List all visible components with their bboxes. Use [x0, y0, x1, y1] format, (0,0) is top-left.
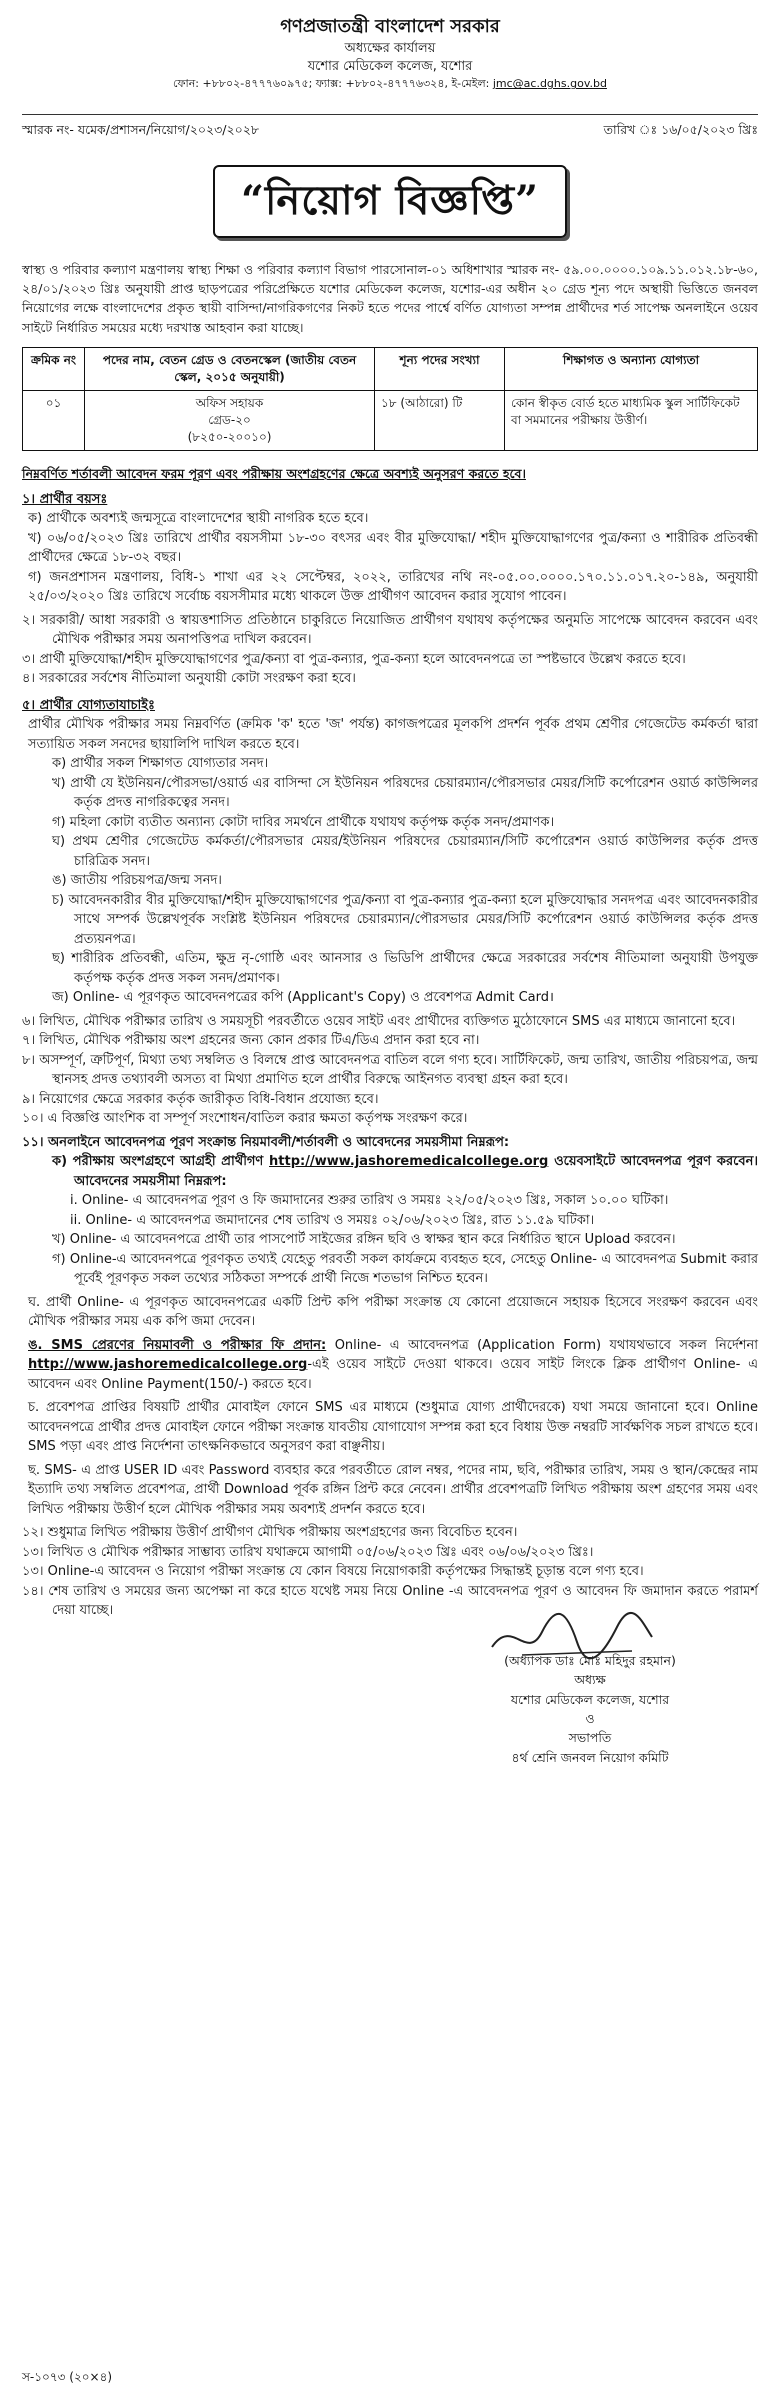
eligibility-item: চ) আবেদনকারীর বীর মুক্তিযোদ্ধা/শহীদ মুক্তিযোদ্ধাগণের পুত্র/কন্যা বা পুত্র-কন্যার পুত্র-কন্যা হলে মুক্তিযোদ্ধার সনদপত্র এবং আবেদনকারীর সাথে সম্পর্ক উল্লেখপূর্বক সংশ্লিষ্ট ইউনিয়ন পরিষদের চেয়ারম্যান/পৌরসভার মেয়র/সিটি কর্পোরেশন ওয়ার্ড কাউন্সিলর কর্তৃক প্রদত্ত প্রত্যয়নপত্র।	[52, 892, 758, 947]
deadline-start: i. Online- এ আবেদনপত্র পূরণ ও ফি জমাদানের শুরুর তারিখ ও সময়ঃ ২২/০৫/২০২৩ খ্রিঃ, সকাল ১০.০০ ঘটিকা।	[70, 1193, 669, 1209]
website-link-2[interactable]: http://www.jashoremedicalcollege.org	[28, 1357, 308, 1373]
list-item: ৮। অসম্পূর্ণ, ত্রুটিপূর্ণ, মিথ্যা তথ্য সম্বলিত ও বিলম্বে প্রাপ্ত আবেদনপত্র বাতিল বলে গণ্য হবে। সার্টিফিকেট, জন্ম তারিখ, জাতীয় পরিচয়পত্র, জন্ম স্থানসহ প্রদত্ত তথ্যাবলী অসত্য বা মিথ্যা প্রমাণিত হলে প্রার্থীর বিরুদ্ধে আইনগত ব্যবস্থা গ্রহন করা হবে।	[22, 1052, 758, 1088]
eligibility-item: জ) Online- এ পূরণকৃত আবেদনপত্রের কপি (Applicant's Copy) ও প্রবেশপত্র Admit Card।	[52, 990, 554, 1006]
section-eligibility	[22, 697, 758, 1008]
list-item: ৪। সরকারের সর্বশেষ নীতিমালা অনুযায়ী কোটা সংরক্ষণ করা হবে।	[22, 671, 356, 687]
online-rule-cha: চ. প্রবেশপত্র প্রাপ্তির বিষয়টি প্রার্থীর মোবাইল ফোনে SMS এর মাধ্যমে (শুধুমাত্র যোগ্য প্রার্থীদেরকে) যথা সময়ে জানানো হবে। Online আবেদনপত্রে প্রার্থীর প্রদত্ত মোবাইল ফোনে পরীক্ষা সংক্রান্ত যাবতীয় যোগাযোগ সম্পন্ন করা হবে বিধায় উক্ত নম্বরটি সার্বক্ষণিক সচল রাখতে হবে। SMS পড়া এবং প্রাপ্ত নির্দেশনা তাৎক্ষনিকভাবে অনুসরণ করা বাঞ্ছনীয়।	[28, 1400, 758, 1455]
list-item: ১২। শুধুমাত্র লিখিত পরীক্ষায় উত্তীর্ণ প্রার্থীগণ মৌখিক পরীক্ষায় অংশগ্রহণের জন্য বিবেচিত হবেন।	[22, 1525, 518, 1541]
online-rule-gha: ঘ. প্রার্থী Online- এ পূরণকৃত আবেদনপত্রের একটি প্রিন্ট কপি পরীক্ষা সংক্রান্ত যে কোনো প্রয়োজনে সহায়ক হিসেবে সংরক্ষণ করবেন এবং মৌখিক পরীক্ষার সময় এক কপি জমা দেবেন।	[28, 1294, 758, 1330]
online-rule-kha: খ) Online- এ আবেদনপত্রে প্রার্থী তার পাসপোর্ট সাইজের রঙ্গিন ছবি ও স্বাক্ষর স্থান করে নির্ধারিত স্থানে Upload করবেন।	[52, 1232, 676, 1248]
post-scale: (৮২৫০-২০০১০)	[187, 430, 272, 445]
section-age-heading: ১। প্রার্থীর বয়সঃ	[22, 492, 108, 508]
government-name: গণপ্রজাতন্ত্রী বাংলাদেশ সরকার	[280, 16, 500, 37]
list-item: ৩। প্রার্থী মুক্তিযোদ্ধা/শহীদ মুক্তিযোদ্ধাগণের পুত্র/কন্যা বা পুত্র-কন্যার, পুত্র-কন্যা হলে আবেদনপত্রে তা স্পষ্টভাবে উল্লেখ করতে হবে।	[22, 651, 686, 667]
list-item: ১০। এ বিজ্ঞপ্তি আংশিক বা সম্পূর্ণ সংশোধন/বাতিল করার ক্ষমতা কর্তৃপক্ষ সংরক্ষণ করে।	[22, 1111, 468, 1127]
college-name: যশোর মেডিকেল কলেজ, যশোর	[307, 59, 473, 74]
list-item: ১৩। লিখিত ও মৌখিক পরীক্ষার সাম্ভাব্য তারিখ যথাক্রমে আগামী ০৫/০৬/২০২৩ খ্রিঃ এবং ০৬/০৬/২০২৩ খ্রিঃ।	[22, 1544, 594, 1560]
age-item-ka: ক) প্রার্থীকে অবশ্যই জন্মসূত্রে বাংলাদেশের স্থায়ী নাগরিক হতে হবে।	[28, 511, 369, 527]
sms-fee-heading: ঙ. SMS প্রেরণের নিয়মাবলী ও পরীক্ষার ফি প্রদান:	[28, 1337, 327, 1353]
deadline-end: ii. Online- এ আবেদনপত্র জমাদানের শেষ তারিখ ও সময়ঃ ০২/০৬/২০২৩ খ্রিঃ, রাত ১১.৫৯ ঘটিকা।	[70, 1212, 595, 1228]
sms-fee-text-1: Online- এ আবেদনপত্র (Application Form) যথাযথভাবে সকল নির্দেশনা	[326, 1337, 758, 1353]
col-post: পদের নাম, বেতন গ্রেড ও বেতনস্কেল (জাতীয় বেতন স্কেল, ২০১৫ অনুযায়ী)	[85, 348, 375, 391]
sms-fee-text-2: -এই ওয়েব সাইটে দেওয়া থাকবে। ওয়েব সাইট লিংকে ক্লিক প্রার্থীগণ Online- এ আবেদন এবং Online Payment(150/-) করতে হবে।	[28, 1357, 758, 1392]
list-item: ২। সরকারী/ আধা সরকারী ও স্বায়ত্তশাসিত প্রতিষ্ঠানে চাকুরিতে নিয়োজিত প্রার্থীগণ যথাযথ কর্তৃপক্ষের অনুমতি সাপেক্ষে আবেদন করবেন এবং মৌখিক পরীক্ষার সময় অনাপত্তিপত্র দাখিল করবেন।	[22, 612, 758, 648]
signature-block	[422, 1651, 758, 1767]
eligibility-item: ঘ) প্রথম শ্রেণীর গেজেটেড কর্মকর্তা/পৌরসভার মেয়র/ইউনিয়ন পরিষদের চেয়ারম্যান/সিটি কর্পোরেশন ওয়ার্ড কাউন্সিলর কর্তৃক প্রদত্ত চারিত্রিক সনদ।	[52, 834, 758, 869]
vacancy-table	[22, 347, 758, 451]
memo-row	[22, 114, 758, 139]
list-item: ৯। নিয়োগের ক্ষেত্রে সরকার কর্তৃক জারীকৃত বিধি-বিধান প্রযোজ্য হবে।	[22, 1091, 379, 1107]
section-admit-sms	[22, 1398, 758, 1457]
cell-post	[85, 391, 375, 451]
section-online-rules	[22, 1133, 758, 1289]
list-item: ৭। লিখিত, মৌখিক পরীক্ষায় অংশ গ্রহনের জন্য কোন প্রকার টিএ/ডিএ প্রদান করা হবে না।	[22, 1033, 480, 1049]
eligibility-intro: প্রার্থীর মৌখিক পরীক্ষার সময় নিম্নবর্ণিত (ক্রমিক 'ক' হতে 'জ' পর্যন্ত) কাগজপত্রের মূলকপি প্রদর্শন পূর্বক প্রথম শ্রেণীর গেজেটেড কর্মকর্তা দ্বারা সত্যায়িত সকল সনদের ছায়ালিপি দাখিল করতে হবে।	[28, 717, 758, 752]
online-rule-ga: গ) Online-এ আবেদনপত্রে পূরণকৃত তথ্যই যেহেতু পরবর্তী সকল কার্যক্রমে ব্যবহৃত হবে, সেহেতু Online- এ আবেদনপত্র Submit করার পূর্বেই পূরণকৃত সকল তথ্যের সঠিকতা সম্পর্কে প্রার্থী নিজে শতভাগ নিশ্চিত হবেন।	[52, 1251, 758, 1287]
print-code: স-১০৭৩ (২০×৪)	[22, 2369, 113, 2384]
signatory-chair: সভাপতি	[568, 1730, 612, 1746]
items-2-4	[22, 611, 758, 689]
section-print-copy	[22, 1293, 758, 1332]
col-serial: ক্রমিক নং	[23, 348, 85, 391]
age-item-ga: গ) জনপ্রশাসন মন্ত্রণালয়, বিধি-১ শাখা এর ২২ সেপ্টেম্বর, ২০২২, তারিখের নথি নং-০৫.০০.০০০০.১৭০.১১.০১৭.২০-১৪৯, অনুযায়ী ২৫/০৩/২০২০ খ্রিঃ তারিখে সর্বোচ্চ বয়সসীমার মধ্যে থাকলে উক্ত প্রার্থীগণ আবেদন করার সুযোগ পাবেন।	[28, 569, 758, 605]
section-download	[22, 1461, 758, 1520]
section-eligibility-heading: ৫। প্রার্থীর যোগ্যতাযাচাইঃ	[22, 697, 155, 713]
cell-qualification: কোন স্বীকৃত বোর্ড হতে মাধ্যমিক স্কুল সার্টিফিকেট বা সমমানের পরীক্ষায় উত্তীর্ণ।	[505, 391, 758, 451]
signatory-and: ও	[585, 1711, 595, 1727]
website-link[interactable]: http://www.jashoremedicalcollege.org	[269, 1154, 549, 1170]
cell-count: ১৮ (আঠারো) টি	[375, 391, 505, 451]
contact-line	[22, 76, 758, 92]
cell-serial: ০১	[23, 391, 85, 451]
email-link[interactable]: jmc@ac.dghs.gov.bd	[492, 77, 607, 91]
eligibility-item: খ) প্রার্থী যে ইউনিয়ন/পৌরসভা/ওয়ার্ড এর বাসিন্দা সে ইউনিয়ন পরিষদের চেয়ারম্যান/পৌরসভার মেয়র/সিটি কর্পোরেশন ওয়ার্ড কাউন্সিলর কর্তৃক প্রদত্ত নাগরিকত্বের সনদ।	[52, 775, 758, 811]
col-count: শূন্য পদের সংখ্যা	[375, 348, 505, 391]
post-name: অফিস সহায়ক	[195, 396, 264, 411]
memo-date: তারিখ ঃ ১৬/০৫/২০২৩ খ্রিঃ	[603, 122, 758, 138]
instruction-heading: নিম্নবর্ণিত শর্তাবলী আবেদন ফরম পূরণ এবং পরীক্ষায় অংশগ্রহণের ক্ষেত্রে অবশ্যই অনুসরণ করতে হবে।	[22, 466, 526, 482]
list-item: ৬। লিখিত, মৌখিক পরীক্ষার তারিখ ও সময়সূচী পরবর্তীতে ওয়েব সাইট এবং প্রার্থীদের ব্যক্তিগত মুঠোফোনে SMS এর মাধ্যমে জানানো হবে।	[22, 1013, 736, 1029]
eligibility-item: গ) মহিলা কোটা ব্যতীত অন্যান্য কোটা দাবির সমর্থনে প্রার্থীকে যথাযথ কর্তৃপক্ষ কর্তৃক সনদ/প্রমাণক।	[52, 814, 555, 830]
signatory-college: যশোর মেডিকেল কলেজ, যশোর	[510, 1691, 670, 1707]
section-age	[22, 491, 758, 607]
table-row	[23, 391, 758, 451]
contact-phone-fax: ফোন: +৮৮০২-৪৭৭৭৬০৯৭৫; ফ্যাক্স: +৮৮০২-৪৭৭৭৬৩২৪, ই-মেইল:	[173, 77, 493, 91]
items-6-10	[22, 1012, 758, 1129]
memo-number: স্মারক নং- যমেক/প্রশাসন/নিয়োগ/২০২৩/২০২৮	[22, 122, 259, 138]
eligibility-item: ক) প্রার্থীর সকল শিক্ষাগত যোগ্যতার সনদ।	[52, 756, 269, 772]
office-name: অধ্যক্ষের কার্যালয়	[344, 40, 436, 56]
online-rule-ka-suffix: ওয়েবসাইটে আবেদনপত্র পূরণ করবেন। আবেদনের সময়সীমা নিম্নরূপ:	[74, 1154, 758, 1189]
notice-title: “নিয়োগ বিজ্ঞপ্তি”	[213, 165, 567, 238]
signatory-role: অধ্যক্ষ	[574, 1672, 606, 1688]
age-item-kha: খ) ০৬/০৫/২০২৩ খ্রিঃ তারিখে প্রার্থীর বয়সসীমা ১৮-৩০ বৎসর এবং বীর মুক্তিযোদ্ধা/ শহীদ মুক্তিযোদ্ধাগণের পুত্র/কন্যা ও শারীরিক প্রতিবন্ধী প্রার্থীদের ক্ষেত্রে ১৮-৩২ বছর।	[28, 530, 758, 566]
signatory-committee: ৪র্থ শ্রেনি জনবল নিয়োগ কমিটি	[511, 1749, 669, 1765]
post-grade: গ্রেড-২০	[208, 413, 251, 428]
eligibility-item: ঙ) জাতীয় পরিচয়পত্র/জন্ম সনদ।	[52, 873, 222, 889]
intro-paragraph: স্বাস্থ্য ও পরিবার কল্যাণ মন্ত্রণালয় স্বাস্থ্য শিক্ষা ও পরিবার কল্যাণ বিভাগ পারসোনাল-০১ অধিশাখার স্মারক নং- ৫৯.০০.০০০০.১০৯.১১.০১২.১৮-৬০, ২৪/০১/২০২৩ খ্রিঃ অনুযায়ী প্রাপ্ত ছাড়পত্রের পরিপ্রেক্ষিতে যশোর মেডিকেল কলেজ, যশোর-এর অধীন ২০ গ্রেড শূন্য পদে অস্থায়ী ভিত্তিতে জনবল নিয়োগের লক্ষে বাংলাদেশের প্রকৃত স্থায়ী বাসিন্দা/নাগরিকগণের নিকট হতে পদের পার্শ্বে বর্ণিত যোগ্যতা সম্পন্ন প্রার্থীদের শর্ত সাপেক্ষ অনলাইনে ওয়েব সাইটে নির্ধারিত সময়ের মধ্যে দরখাস্ত আহবান করা যাচ্ছে।	[22, 261, 758, 335]
online-rules-heading: ১১। অনলাইনে আবেদনপত্র পূরণ সংক্রান্ত নিয়মাবলী/শর্তাবলী ও আবেদনের সময়সীমা নিম্নরূপ:	[22, 1134, 510, 1150]
online-rule-ka-prefix: ক) পরীক্ষায় অংশগ্রহণে আগ্রহী প্রার্থীগণ	[52, 1154, 270, 1170]
online-rule-ka	[22, 1152, 758, 1191]
letterhead	[22, 14, 758, 92]
col-qualification: শিক্ষাগত ও অন্যান্য যোগ্যতা	[505, 348, 758, 391]
signature-scribble	[482, 1607, 662, 1667]
title-wrap	[22, 165, 758, 238]
signatory-name: (অধ্যাপক ডাঃ মোঃ মহিদুর রহমান)	[504, 1652, 676, 1668]
list-item: ১৩। Online-এ আবেদন ও নিয়োগ পরীক্ষা সংক্রান্ত যে কোন বিষয়ে নিয়োগকারী কর্তৃপক্ষের সিদ্ধান্তই চূড়ান্ত বলে গণ্য হবে।	[22, 1564, 644, 1580]
online-rule-chha: ছ. SMS- এ প্রাপ্ত USER ID এবং Password ব্যবহার করে পরবর্তীতে রোল নম্বর, পদের নাম, ছবি, পরীক্ষার তারিখ, সময় ও স্থান/কেন্দ্রের নাম ইত্যাদি তথ্য সম্বলিত প্রবেশপত্র, প্রার্থী Download পূর্বক রঙ্গিন প্রিন্ট করে নেবেন। প্রার্থীর প্রবেশপত্রটি লিখিত পরীক্ষায় অংশ গ্রহণের সময় এবং লিখিত পরীক্ষায় উত্তীর্ণ হলে মৌখিক পরীক্ষার সময় অবশ্যই প্রদর্শন করতে হবে।	[28, 1462, 758, 1517]
table-header-row	[23, 348, 758, 391]
eligibility-item: ছ) শারীরিক প্রতিবন্ধী, এতিম, ক্ষুদ্র নৃ-গোষ্ঠি এবং আনসার ও ভিডিপি প্রার্থীদের ক্ষেত্রে সরকারের সর্বশেষ নীতিমালা অনুযায়ী উপযুক্ত কর্তৃপক্ষ কর্তৃক প্রদত্ত সকল সনদ/প্রমাণক।	[52, 951, 758, 986]
section-sms-fee	[22, 1336, 758, 1395]
list-item: ১৪। শেষ তারিখ ও সময়ের জন্য অপেক্ষা না করে হাতে যথেষ্ট সময় নিয়ে Online -এ আবেদনপত্র পূরণ ও আবেদন ফি জমাদান করতে পরামর্শ দেয়া যাচ্ছে।	[22, 1583, 758, 1619]
